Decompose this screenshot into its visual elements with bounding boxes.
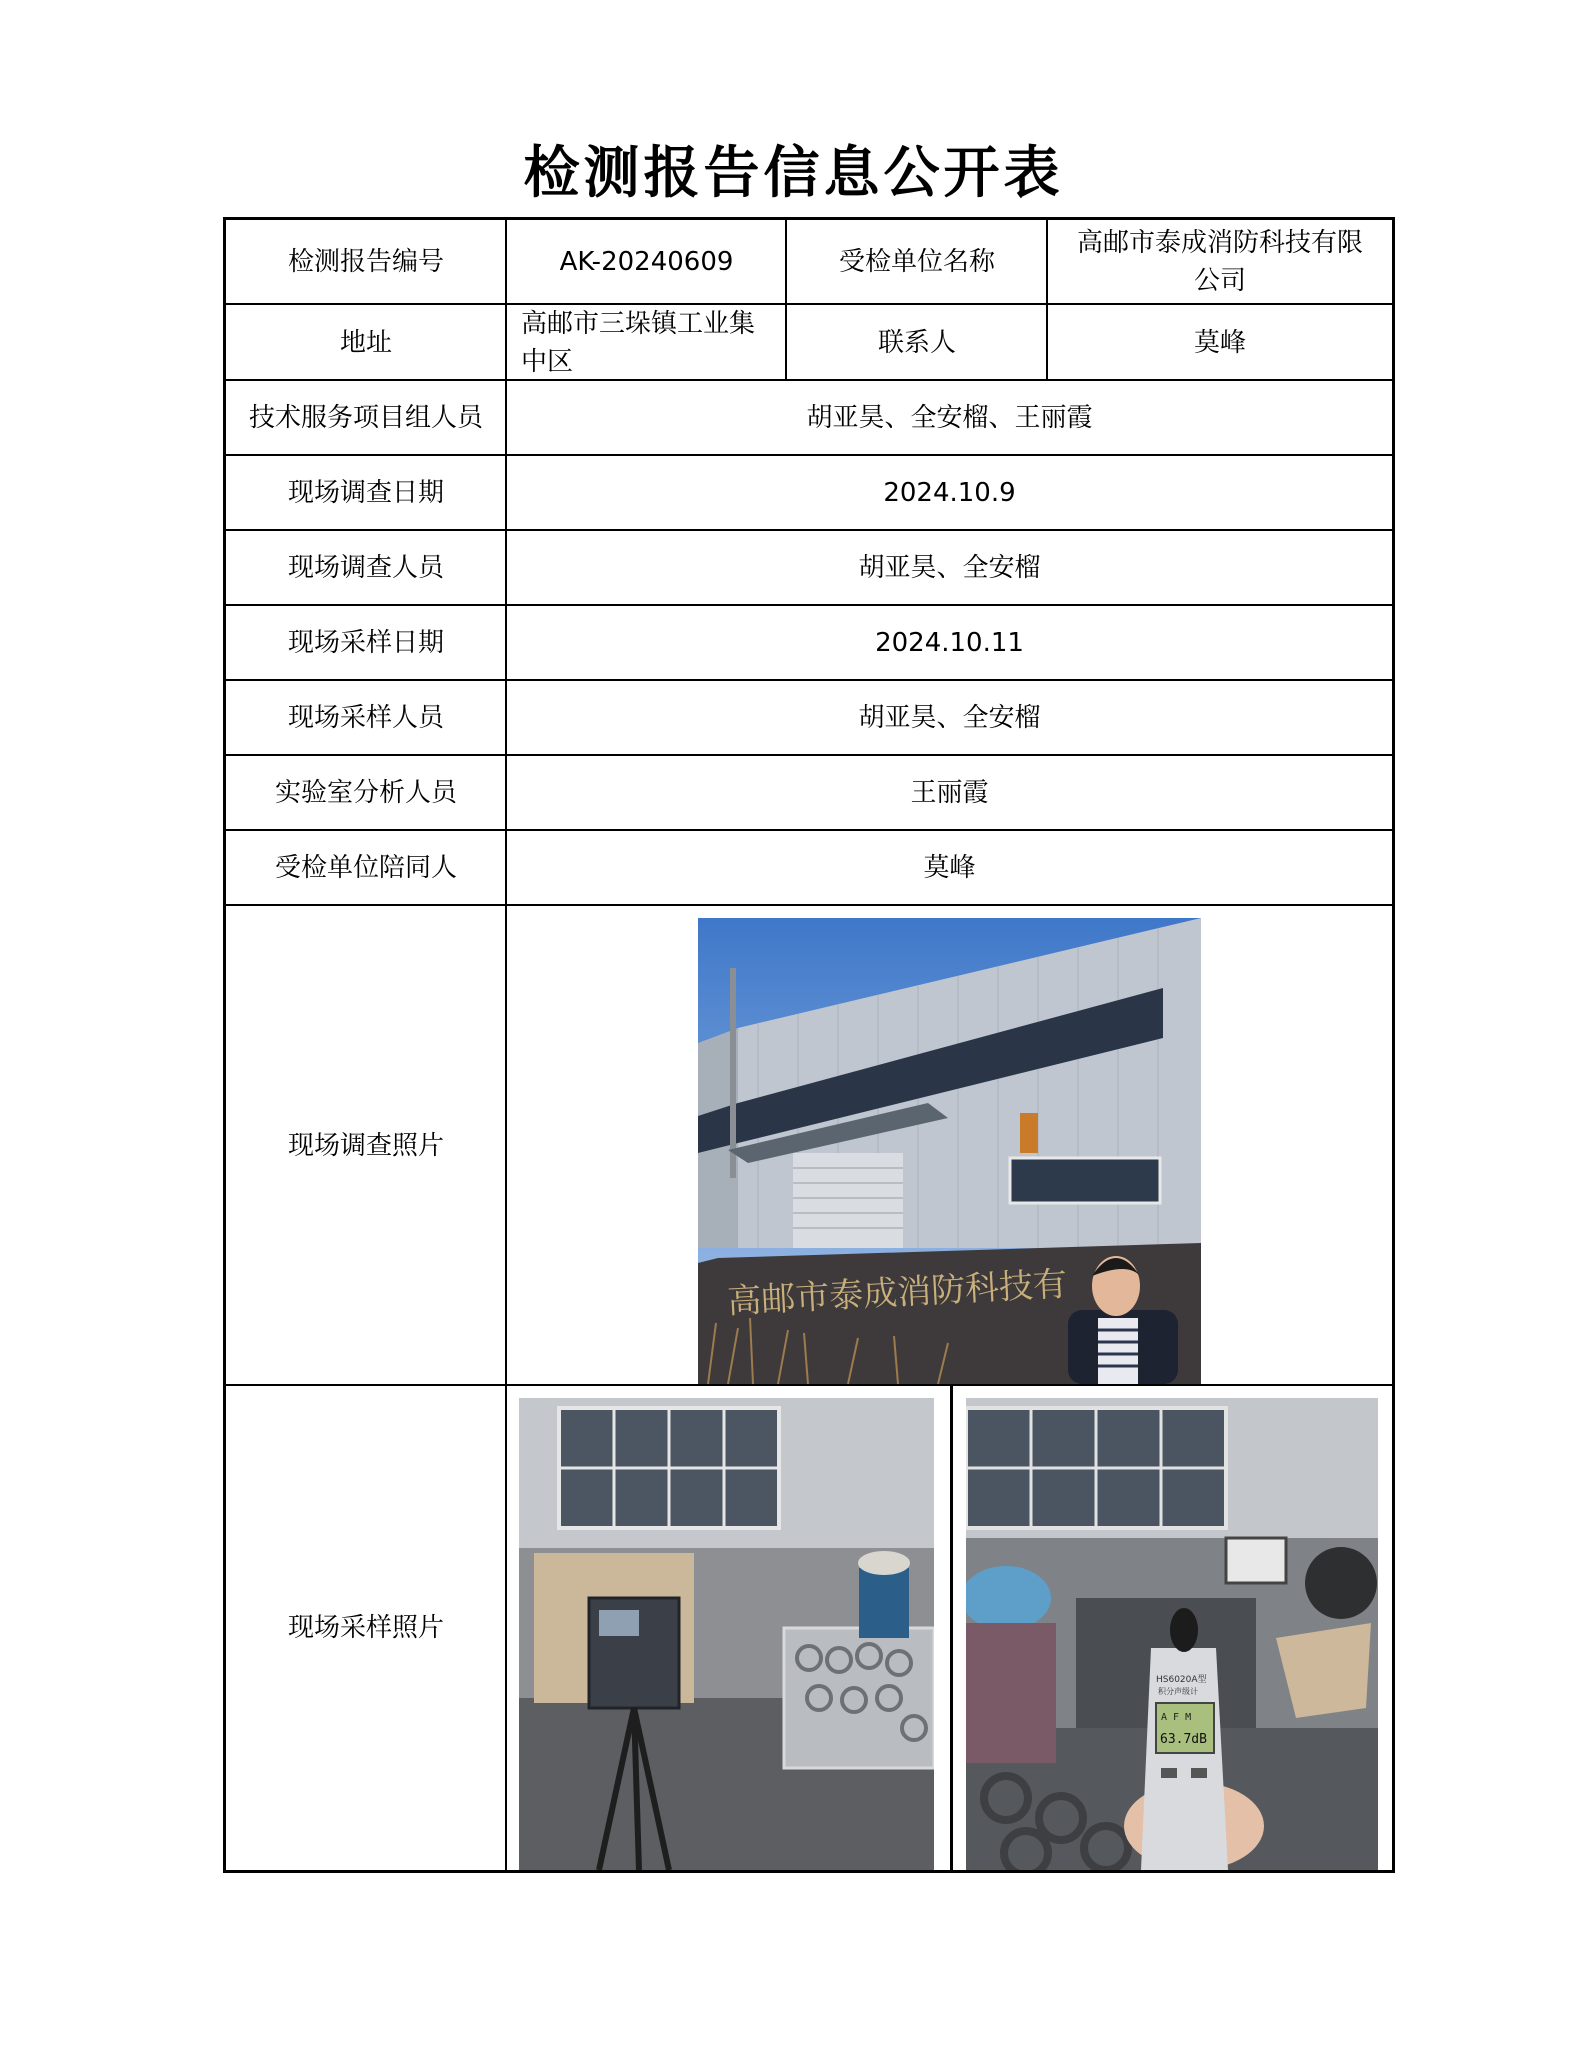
unit-name-value: 高邮市泰成消防科技有限公司: [1076, 228, 1363, 296]
address-label: 地址: [339, 327, 392, 358]
survey-photo-label: 现场调查照片: [287, 1130, 444, 1161]
report-no-label: 检测报告编号: [287, 247, 444, 277]
sampling-date-label: 现场采样日期: [287, 628, 444, 658]
meter-brand-text: HS6020A型: [1156, 1675, 1207, 1685]
team-label: 技术服务项目组人员: [248, 403, 483, 433]
sampling-photo-right: [966, 1398, 1378, 1870]
contact-value: 莫峰: [1193, 327, 1246, 358]
survey-date-value: 2024.10.9: [883, 478, 1016, 508]
address-value: 高邮市三垛镇工业集中区: [521, 308, 756, 377]
meter-sub-text: 积分声级计: [1158, 1687, 1198, 1696]
sampling-photo-label: 现场采样照片: [287, 1613, 444, 1643]
unit-name-label: 受检单位名称: [838, 247, 995, 277]
page-title: 检测报告信息公开表: [523, 140, 1064, 206]
sampling-staff-label: 现场采样人员: [287, 703, 444, 733]
lab-staff-label: 实验室分析人员: [274, 778, 457, 808]
report-no-value: AK-20240609: [559, 247, 734, 277]
survey-staff-label: 现场调查人员: [287, 553, 444, 583]
team-value: 胡亚昊、全安榴、王丽霞: [806, 403, 1093, 433]
survey-date-label: 现场调查日期: [287, 478, 444, 508]
survey-staff-value: 胡亚昊、全安榴: [858, 553, 1041, 583]
contact-label: 联系人: [877, 327, 956, 358]
meter-reading-text: 63.7dB: [1160, 1732, 1207, 1747]
escort-value: 莫峰: [923, 853, 976, 883]
sampling-photo-left: [519, 1398, 934, 1870]
meter-mode-text: A F M: [1161, 1712, 1192, 1723]
info-table: [223, 217, 1395, 1873]
company-sign-text: 高邮市泰成消防科技有: [726, 1264, 1069, 1322]
sampling-date-value: 2024.10.11: [875, 628, 1024, 658]
survey-photo: [698, 918, 1201, 1384]
sampling-staff-value: 胡亚昊、全安榴: [858, 703, 1041, 733]
lab-staff-value: 王丽霞: [910, 778, 989, 808]
escort-label: 受检单位陪同人: [274, 853, 457, 883]
